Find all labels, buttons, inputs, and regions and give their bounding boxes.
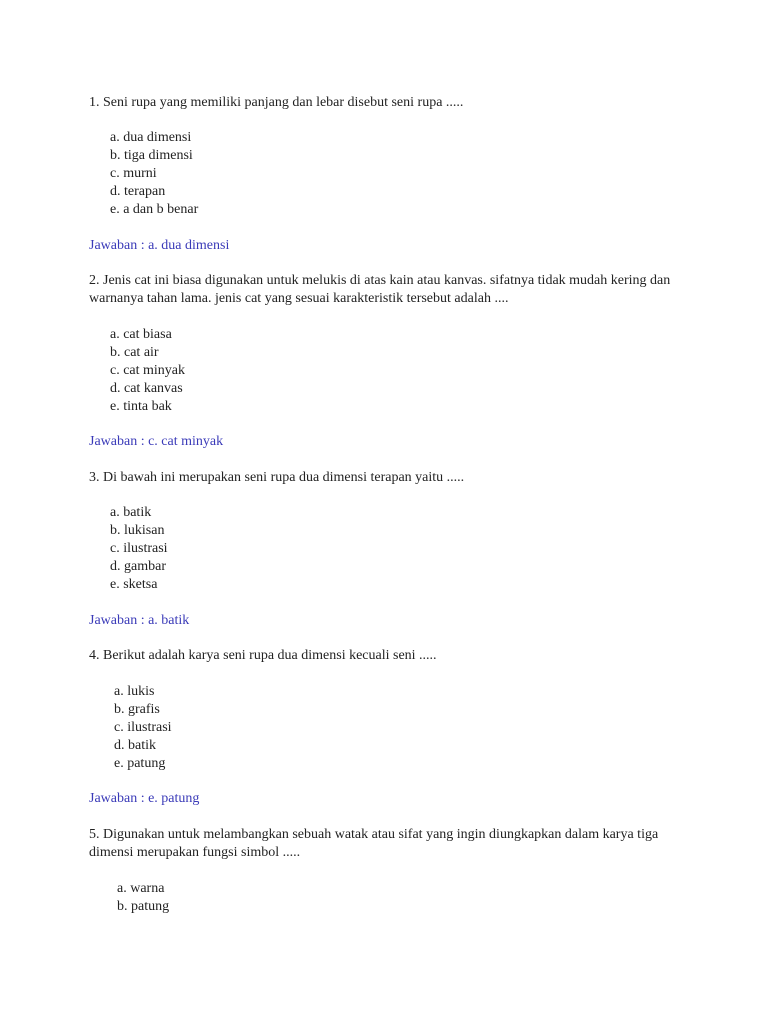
option: a. dua dimensi [110,130,192,145]
option: b. lukisan [110,523,165,538]
option: d. gambar [110,559,166,574]
option: d. terapan [110,184,166,199]
question-2-options [110,326,185,416]
option: e. patung [114,756,166,771]
option: b. cat air [110,345,159,360]
option: d. cat kanvas [110,381,183,396]
option: c. ilustrasi [110,541,168,556]
option: b. grafis [114,702,160,717]
answer-1: Jawaban : a. dua dimensi [89,238,230,253]
question-3: 3. Di bawah ini merupakan seni rupa dua dimensi terapan yaitu ..... [89,470,465,485]
option: d. batik [114,738,156,753]
option: a. warna [117,881,165,896]
option: e. tinta bak [110,399,172,414]
question-3-options [110,504,168,594]
answer-4: Jawaban : e. patung [89,791,200,806]
question-1-options [110,129,198,219]
answer-3: Jawaban : a. batik [89,613,190,628]
answer-2: Jawaban : c. cat minyak [89,434,224,449]
question-2: 2. Jenis cat ini biasa digunakan untuk melukis di atas kain atau kanvas. sifatnya tidak mudah kering dan warnanya tahan lama. jenis cat yang sesuai karakteristik tersebut adalah .... [89,273,671,306]
option: c. murni [110,166,157,181]
option: a. batik [110,505,152,520]
option: c. cat minyak [110,363,186,378]
option: b. patung [117,899,170,914]
option: c. ilustrasi [114,720,172,735]
option: a. lukis [114,684,155,699]
question-4: 4. Berikut adalah karya seni rupa dua dimensi kecuali seni ..... [89,648,437,663]
option: b. tiga dimensi [110,148,193,163]
question-5: 5. Digunakan untuk melambangkan sebuah watak atau sifat yang ingin diungkapkan dalam karya tiga dimensi merupakan fungsi simbol ..... [89,827,659,860]
option: e. sketsa [110,577,158,592]
option: a. cat biasa [110,327,172,342]
option: e. a dan b benar [110,202,199,217]
question-4-options [114,683,172,773]
question-5-options [117,880,169,916]
question-1: 1. Seni rupa yang memiliki panjang dan lebar disebut seni rupa ..... [89,95,464,110]
